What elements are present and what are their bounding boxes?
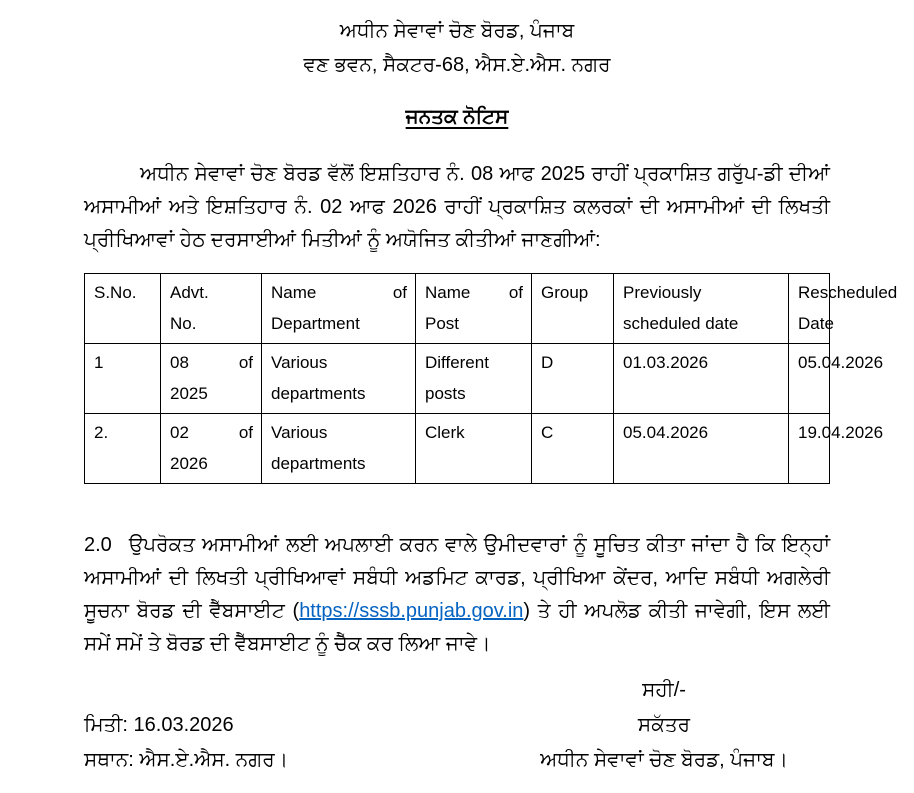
table-cell [416,414,532,484]
table-cell [161,414,262,484]
cell-line: 2. [94,423,109,442]
place-line [84,743,288,778]
cell-line: Department [271,314,360,333]
date-value: 16.03.2026 [133,714,234,736]
table-header-cell [85,274,161,344]
intro-paragraph: ਅਧੀਨ ਸੇਵਾਵਾਂ ਚੋਣ ਬੋਰਡ ਵੱਲੋਂ ਇਸ਼ਤਿਹਾਰ ਨੰ. 08 ਆਫ 2025 ਰਾਹੀਂ ਪ੍ਰਕਾਸ਼ਿਤ ਗਰੁੱਪ-ਡੀ ਦੀਆਂ ਅਸਾਮੀਆਂ ਅਤੇ ਇਸ਼ਤਿਹਾਰ ਨੰ. 02 ਆਫ 2026 ਰਾਹੀਂ ਪ੍ਰਕਾਸ਼ਿਤ ਕਲਰਕਾਂ ਦੀ ਅਸਾਮੀਆਂ ਦੀ ਲਿਖਤੀ ਪ੍ਰੀਖਿਆਵਾਂ ਹੇਠ ਦਰਸਾਈਆਂ ਮਿਤੀਆਂ ਨੂੰ ਅਯੋਜਿਤ ਕੀਤੀਆਂ ਜਾਣਗੀਆਂ: [84,163,830,251]
table-cell [789,344,884,414]
cell-line: Post [425,314,460,333]
cell-line: Name of [425,283,523,302]
table-cell [262,344,416,414]
date-label: ਮਿਤੀ: [84,714,128,736]
paragraph-number: 2.0 [84,534,112,556]
cell-line: 05.04.2026 [623,423,709,442]
cell-line: 2025 [170,384,208,403]
table-header-cell [614,274,789,344]
paragraph-text-before-link: ਉਪਰੋਕਤ ਅਸਾਮੀਆਂ ਲਈ ਅਪਲਾਈ ਕਰਨ ਵਾਲੇ ਉਮੀਦਵਾਰਾਂ ਨੂੰ ਸੂਚਿਤ ਕੀਤਾ ਜਾਂਦਾ ਹੈ ਕਿ ਇਨ੍ਹਾਂ ਅਸਾਮੀਆਂ ਦੀ ਲਿਖਤੀ ਪ੍ਰੀਖਿਆਵਾਂ ਸਬੰਧੀ ਅਡਮਿਟ ਕਾਰਡ, ਪ੍ਰੀਖਿਆ ਕੇਂਦਰ, ਆਦਿ ਸਬੰਧੀ ਅਗਲੇਰੀ ਸੂਚਨਾ ਬੋਰਡ ਦੀ ਵੈੱਬਸਾਈਟ ( [84,534,830,622]
cell-line: D [541,353,554,372]
table-cell [161,344,262,414]
signed-text: ਸਹੀ/- [642,679,686,701]
signatory-designation: ਸਕੱਤਰ [637,714,691,736]
spacer-line [84,673,288,708]
cell-line: C [541,423,554,442]
table-header-cell [161,274,262,344]
cell-line: No. [170,314,197,333]
cell-line: Various [271,353,328,372]
table-row [85,344,830,414]
document-header [84,14,830,136]
cell-line: 05.04.2026 [798,353,884,372]
cell-line: departments [271,454,366,473]
date-line [84,708,288,743]
cell-line: Clerk [425,423,465,442]
board-website-link[interactable]: https://sssb.punjab.gov.in [299,600,524,622]
table-cell [532,414,614,484]
table-cell [614,414,789,484]
table-cell [262,414,416,484]
paragraph-text-after-link: ) ਤੇ ਹੀ ਅਪਲੋਡ ਕੀਤੀ ਜਾਵੇਗੀ, ਇਸ ਲਈ ਸਮੇਂ ਸਮੇਂ ਤੇ ਬੋਰਡ ਦੀ ਵੈੱਬਸਾਈਟ ਨੂੰ ਚੈੱਕ ਕਰ ਲਿਆ ਜਾਵੇ। [84,600,830,655]
org-address: ਵਣ ਭਵਨ, ਸੈਕਟਰ-68, ਐਸ.ਏ.ਐਸ. ਨਗਰ [303,54,611,76]
table-row [85,274,830,344]
table-row [85,414,830,484]
page-title: ਜਨਤਕ ਨੋਟਿਸ [405,106,509,128]
signatory-organization: ਅਧੀਨ ਸੇਵਾਵਾਂ ਚੋਣ ਬੋਰਡ, ਪੰਜਾਬ। [540,749,788,771]
table-cell [416,344,532,414]
cell-line: 1 [94,353,104,372]
bottom-block [84,673,830,778]
cell-line: Date [798,314,834,333]
table-header-cell [789,274,898,344]
table-cell [85,344,161,414]
cell-line: 08 of [170,353,253,372]
table-cell [789,414,884,484]
exam-schedule-table [84,273,898,484]
cell-line: posts [425,384,466,403]
cell-line: 2026 [170,454,208,473]
cell-line: departments [271,384,366,403]
cell-line: Name of [271,283,407,302]
cell-line: Advt. [170,283,209,302]
cell-line: S.No. [94,283,137,302]
table-body [85,344,884,484]
table-cell [614,344,789,414]
cell-line: Various [271,423,328,442]
org-name: ਅਧੀਨ ਸੇਵਾਵਾਂ ਚੋਣ ਬੋਰਡ, ਪੰਜਾਬ [339,20,575,42]
cell-line: 01.03.2026 [623,353,709,372]
place-value: ਐਸ.ਏ.ਐਸ. ਨਗਰ। [139,749,289,771]
signature-block [498,673,830,778]
cell-line: 19.04.2026 [798,423,884,442]
cell-line: Previously [623,283,702,302]
cell-line: Rescheduled [798,283,898,302]
table-header-cell [262,274,416,344]
cell-line: Different [425,353,489,372]
second-paragraph [84,529,830,661]
cell-line: Group [541,283,589,302]
date-place-block [84,673,288,778]
place-label: ਸਥਾਨ: [84,749,134,771]
table-head [85,274,898,344]
table-header-cell [416,274,532,344]
cell-line: 02 of [170,423,253,442]
table-header-cell [532,274,614,344]
table-cell [85,414,161,484]
cell-line: scheduled date [623,314,739,333]
table-cell [532,344,614,414]
notice-title-row [84,100,830,136]
